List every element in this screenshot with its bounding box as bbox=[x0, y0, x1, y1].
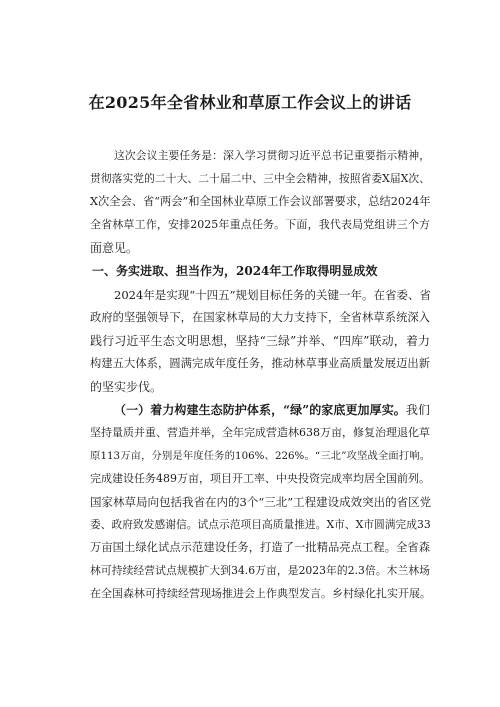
subsection1-line: 完成建设任务489万亩，项目开工率、中央投资完成率均居全国前列。 bbox=[90, 472, 430, 485]
intro-line: 贯彻落实党的二十大、二十届二中、三中全会精神，按照省委X届X次、 bbox=[90, 172, 430, 185]
section1-line: 践行习近平生态文明思想，坚持“三绿”并举、“四库”联动，着力 bbox=[90, 334, 430, 348]
subsection1-line: 万亩国土绿化试点示范建设任务，打造了一批精品亮点工程。全省森 bbox=[90, 541, 430, 554]
intro-line: 全省林草工作，安排2025年重点任务。下面，我代表局党组讲三个方 bbox=[90, 218, 430, 231]
subsection1-line: 原113万亩，分别是年度任务的106%、226%。“三北”攻坚战全面打响。 bbox=[90, 450, 430, 462]
subsection-heading: （一）着力构建生态防护体系，“绿”的家底更加厚实。 bbox=[114, 403, 406, 417]
section1-line: 构建五大体系，圆满完成年度任务，推动林草事业高质量发展迈出新 bbox=[90, 357, 430, 370]
subsection1-line: 委、政府致发感谢信。试点示范项目高质量推进。X市、X市圆满完成33 bbox=[90, 518, 431, 531]
subsection1-line: 在全国森林可持续经营现场推进会上作典型发言。乡村绿化扎实开展。 bbox=[90, 587, 431, 600]
subsection-lead-line bbox=[114, 402, 430, 418]
section-heading: 一、务实进取、担当作为，2024年工作取得明显成效 bbox=[92, 264, 378, 278]
subsection1-line: 国家林草局向包括我省在内的3个“三北”工程建设成效突出的省区党 bbox=[90, 495, 432, 509]
document-title: 在2025年全省林业和草原工作会议上的讲话 bbox=[88, 93, 412, 112]
subsection-lead-tail: 我们 bbox=[405, 403, 430, 417]
section1-line: 的坚实步伐。 bbox=[90, 380, 163, 394]
subsection1-line: 坚持量质并重、营造并举，全年完成营造林638万亩，修复治理退化草 bbox=[90, 426, 430, 439]
intro-line: X次全会、省“两会”和全国林业草原工作会议部署要求，总结2024年 bbox=[90, 195, 431, 208]
section1-line: 政府的坚强领导下，在国家林草局的大力支持下，全省林草系统深入 bbox=[90, 311, 430, 324]
intro-line: 面意见。 bbox=[90, 241, 139, 255]
intro-line: 这次会议主要任务是：深入学习贯彻习近平总书记重要指示精神， bbox=[114, 149, 430, 162]
section1-line: 2024年是实现“十四五”规划目标任务的关键一年。在省委、省 bbox=[114, 288, 432, 302]
subsection1-line: 林可持续经营试点规模扩大到34.6万亩，是2023年的2.3倍。木兰林场 bbox=[90, 564, 430, 577]
